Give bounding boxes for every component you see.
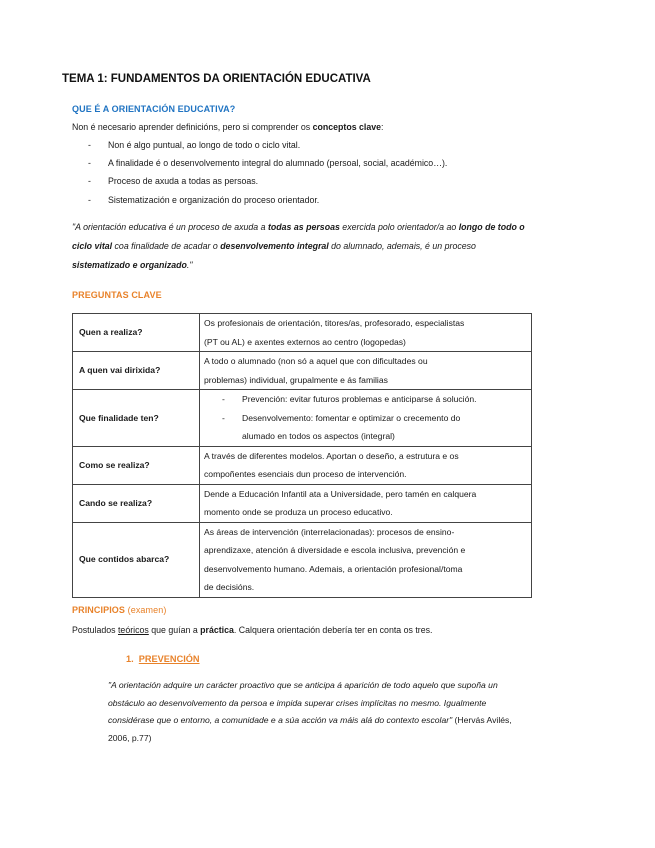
question-cell: Quen a realiza? xyxy=(73,314,200,352)
question-cell: Como se realiza? xyxy=(73,446,200,484)
question-cell: Cando se realiza? xyxy=(73,484,200,522)
list-item: - Non é algo puntual, ao longo de todo o ciclo vital. xyxy=(108,140,300,150)
list-item: - A finalidade é o desenvolvemento integral do alumnado (persoal, social, académico…). xyxy=(108,158,447,168)
table-row xyxy=(73,314,532,352)
answer-cell: Dende a Educación Infantil ata a Universidade, pero tamén en calquera momento onde se produza un proceso educativo. xyxy=(200,484,532,522)
question-cell: Que finalidade ten? xyxy=(73,390,200,447)
key-questions-table xyxy=(72,313,532,598)
question-cell: Que contidos abarca? xyxy=(73,522,200,597)
question-cell: A quen vai dirixida? xyxy=(73,352,200,390)
list-item: - Desenvolvemento: fomentar e optimizar o crecemento do xyxy=(204,409,527,428)
principle-heading-prevencion: 1. PREVENCIÓN xyxy=(126,654,200,664)
list-item-continuation: alumado en todos os aspectos (integral) xyxy=(242,431,395,441)
section-heading-que-e: QUE É A ORIENTACIÓN EDUCATIVA? xyxy=(72,104,236,114)
answer-cell: As áreas de intervención (interrelacionadas): procesos de ensino- aprendizaxe, atención á diversidade e escola inclusiva, prevención e desenvolvemento humano. Ademais, a orientación profesional/toma de decisións. xyxy=(200,522,532,597)
list-item: - Sistematización e organización do proceso orientador. xyxy=(108,195,319,205)
definition-quote: "A orientación educativa é un proceso de axuda a todas as persoas exercida polo orientador/a ao longo de todo o ciclo vital coa finalidade de acadar o desenvolvemento integral do alumnado, ademais, é un proceso sistematizado e organizado." xyxy=(72,222,525,270)
table-row xyxy=(73,484,532,522)
citation: (Hervás Avilés, 2006, p.77) xyxy=(108,715,512,743)
answer-cell: A todo o alumnado (non só a aquel que con dificultades ou problemas) individual, grupalmente e ás familias xyxy=(200,352,532,390)
prevention-quote: "A orientación adquire un carácter proactivo que se anticipa á aparición de todo aquelo que supoña un obstáculo ao desenvolvemento da persoa e impida superar crises implícitas no mesmo. Igualmente considérase que o entorno, a comunidade e a súa acción va máis alá do contexto escolar" (Hervás Avilés, 2006, p.77) xyxy=(108,680,512,743)
section3-intro: Postulados teóricos que guían a práctica. Calquera orientación debería ter en conta os tres. xyxy=(72,625,433,635)
heading-note: (examen) xyxy=(127,605,167,615)
table-row xyxy=(73,390,532,447)
answer-cell xyxy=(200,390,532,447)
section1-intro: Non é necesario aprender definicións, pero si comprender os conceptos clave: xyxy=(72,122,384,132)
section-heading-preguntas: PREGUNTAS CLAVE xyxy=(72,290,162,300)
answer-cell: A través de diferentes modelos. Aportan o deseño, a estrutura e os compoñentes esenciais dun proceso de intervención. xyxy=(200,446,532,484)
section-heading-principios: PRINCIPIOS (examen) xyxy=(72,605,167,615)
answer-cell: Os profesionais de orientación, titores/as, profesorado, especialistas (PT ou AL) e axentes externos ao centro (logopedas) xyxy=(200,314,532,352)
table-row xyxy=(73,352,532,390)
table-row xyxy=(73,522,532,597)
list-item: - Prevención: evitar futuros problemas e anticiparse á solución. xyxy=(204,390,527,409)
list-item: - Proceso de axuda a todas as persoas. xyxy=(108,176,258,186)
page-title: TEMA 1: FUNDAMENTOS DA ORIENTACIÓN EDUCATIVA xyxy=(62,73,371,85)
table-row xyxy=(73,446,532,484)
